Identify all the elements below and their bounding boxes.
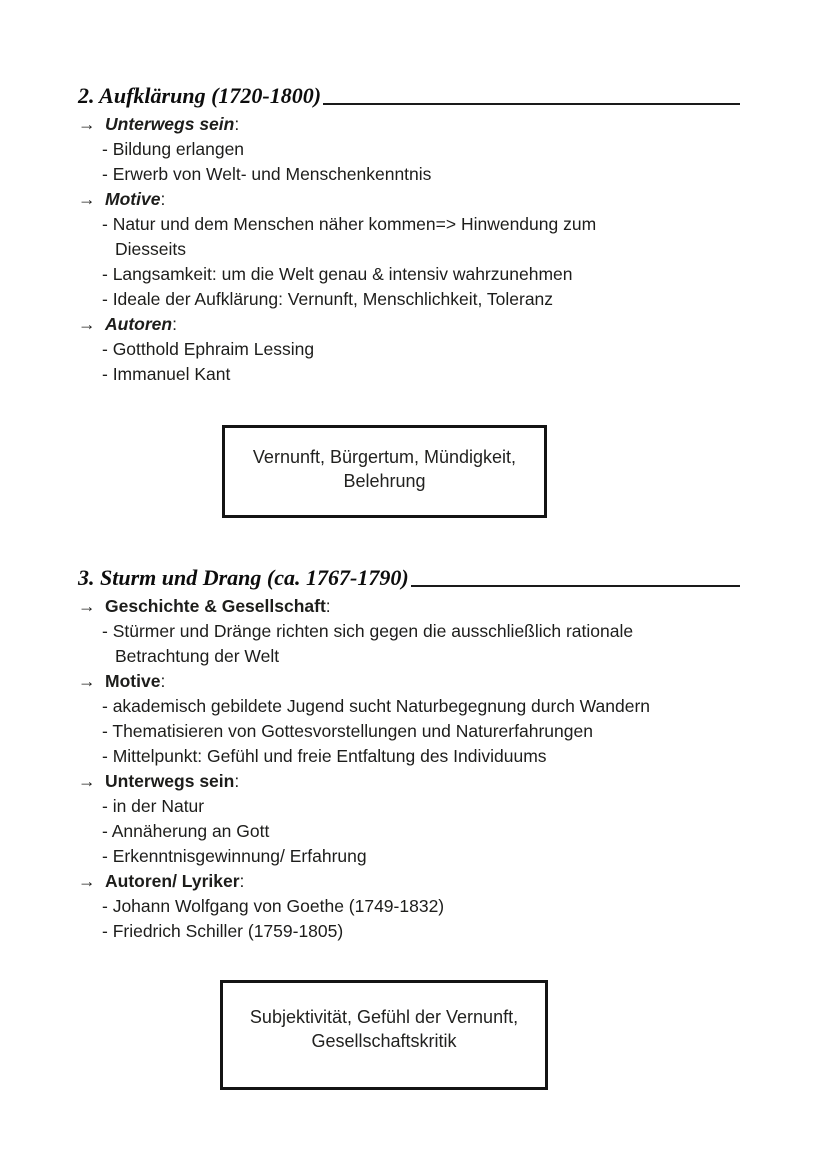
group-head-unterwegs-sein [78,112,828,137]
list-item: - Thematisieren von Gottesvorstellungen und Naturerfahrungen [102,721,593,741]
group-colon: : [234,771,240,791]
arrow-icon: → [78,771,96,791]
list-item: - Natur und dem Menschen näher kommen=> Hinwendung zum [102,214,597,234]
list-item: - Bildung erlangen [102,139,245,159]
section-sturm-und-drang [0,565,828,1090]
arrow-icon: → [78,596,96,616]
keyword-box-line: Subjektivität, Gefühl der Vernunft, [249,1007,519,1027]
section-heading-text: 2. Aufklärung (1720-1800) [78,83,322,108]
list-item: - Erwerb von Welt- und Menschenkenntnis [102,164,432,184]
group-colon: : [234,114,240,134]
group-head-geschichte-gesellschaft [78,594,828,619]
list-item: - Gotthold Ephraim Lessing [102,339,315,359]
group-colon: : [325,596,331,616]
group-label: Autoren/ Lyriker [105,871,240,891]
list-item: - Annäherung an Gott [102,821,270,841]
list-item: - Ideale der Aufklärung: Vernunft, Menschlichkeit, Toleranz [102,289,554,309]
heading-underline [323,103,740,105]
list-item: - Immanuel Kant [102,364,231,384]
arrow-icon: → [78,189,96,209]
list-item: - akademisch gebildete Jugend sucht Naturbegegnung durch Wandern [102,696,651,716]
section-heading [78,565,740,591]
arrow-icon: → [78,671,96,691]
arrow-icon: → [78,314,96,334]
list-item: - Langsamkeit: um die Welt genau & intensiv wahrzunehmen [102,264,573,284]
list-item: - Erkenntnisgewinnung/ Erfahrung [102,846,367,866]
group-head-autoren-lyriker [78,869,828,894]
group-colon: : [160,671,166,691]
arrow-icon: → [78,114,96,134]
group-colon: : [160,189,166,209]
group-colon: : [172,314,177,334]
list-item: - Mittelpunkt: Gefühl und freie Entfaltung des Individuums [102,746,547,766]
keyword-box-line: Gesellschaftskritik [311,1031,457,1051]
keyword-box-line: Belehrung [343,471,426,491]
list-item-continuation: Betrachtung der Welt [115,646,280,666]
group-label: Motive [105,671,161,691]
group-label: Unterwegs sein [105,114,235,134]
group-label: Geschichte & Gesellschaft [105,596,326,616]
list-item: - Friedrich Schiller (1759-1805) [102,921,344,941]
group-label: Autoren [105,314,173,334]
section-heading-text: 3. Sturm und Drang (ca. 1767-1790) [78,565,409,590]
keyword-box-line: Vernunft, Bürgertum, Mündigkeit, [252,447,517,467]
heading-underline [411,585,740,587]
group-head-motive [78,187,828,212]
group-label: Unterwegs sein [105,771,235,791]
group-head-unterwegs-sein [78,769,828,794]
list-item-continuation: Diesseits [115,239,186,259]
arrow-icon: → [78,871,96,891]
section-aufklaerung [0,83,828,518]
keyword-box-sturm-und-drang [220,980,548,1090]
list-item: - in der Natur [102,796,205,816]
group-head-autoren [78,312,828,337]
group-colon: : [239,871,245,891]
list-item: - Stürmer und Dränge richten sich gegen die ausschließlich rationale [102,621,634,641]
list-item: - Johann Wolfgang von Goethe (1749-1832) [102,896,445,916]
section-heading [78,83,740,109]
keyword-box-aufklaerung [222,425,547,518]
group-label: Motive [105,189,161,209]
group-head-motive [78,669,828,694]
